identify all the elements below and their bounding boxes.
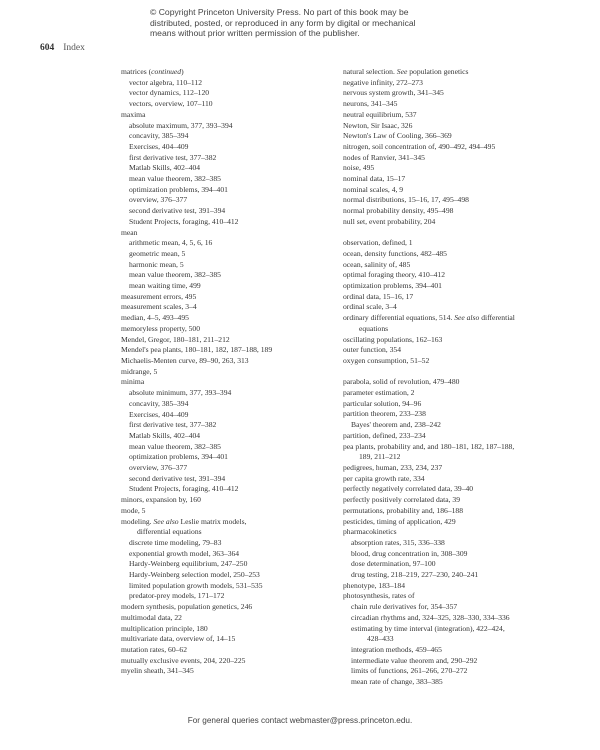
index-subentry: mean waiting time, 499 xyxy=(129,281,201,291)
index-entry: permutations, probability and, 186–188 xyxy=(343,505,464,515)
index-subentry: vectors, overview, 107–110 xyxy=(129,99,213,109)
copyright-line: distributed, posted, or reproduced in any form by digital or mechanical xyxy=(150,17,416,28)
index-subentry: Student Projects, foraging, 410–412 xyxy=(129,484,239,494)
index-entry: noise, 495 xyxy=(343,163,375,173)
index-entry: minors, expansion by, 160 xyxy=(121,495,201,505)
index-entry: mutation rates, 60–62 xyxy=(121,644,188,654)
index-subentry: exponential growth model, 363–364 xyxy=(129,548,240,558)
index-entry: null set, event probability, 204 xyxy=(343,216,436,226)
index-entry: maxima xyxy=(121,109,146,119)
index-subentry: Hardy-Weinberg selection model, 250–253 xyxy=(129,570,260,580)
index-entry: pharmacokinetics xyxy=(343,527,397,537)
index-subentry: vector algebra, 110–112 xyxy=(129,77,203,87)
index-entry: nitrogen, soil concentration of, 490–492, 494–495 xyxy=(343,141,496,151)
index-subentry: mean rate of change, 383–385 xyxy=(351,677,443,687)
index-entry: photosynthesis, rates of xyxy=(343,591,415,601)
index-subentry: Matlab Skills, 402–404 xyxy=(129,430,201,440)
index-subentry: first derivative test, 377–382 xyxy=(129,152,217,162)
index-subentry: absolute minimum, 377, 393–394 xyxy=(129,388,232,398)
index-entry: nervous system growth, 341–345 xyxy=(343,88,444,98)
index-subentry: limits of functions, 261–266, 270–272 xyxy=(351,666,468,676)
index-subentry: dose determination, 97–100 xyxy=(351,559,436,569)
index-entry: mutually exclusive events, 204, 220–225 xyxy=(121,655,246,665)
index-subentry: harmonic mean, 5 xyxy=(129,259,184,269)
index-subentry: intermediate value theorem and, 290–292 xyxy=(351,655,478,665)
index-column-right xyxy=(343,67,568,688)
index-subentry: first derivative test, 377–382 xyxy=(129,420,217,430)
letter-group-gap xyxy=(343,367,568,378)
index-subentry: absorption rates, 315, 336–338 xyxy=(351,537,445,547)
index-subentry: second derivative test, 391–394 xyxy=(129,473,226,483)
index-subentry: optimization problems, 394–401 xyxy=(129,452,228,462)
index-entry: matrices (continued) xyxy=(121,67,184,76)
index-entry: nodes of Ranvier, 341–345 xyxy=(343,152,425,162)
index-entry: nominal data, 15–17 xyxy=(343,174,406,184)
index-entry: Newton, Sir Isaac, 326 xyxy=(343,120,413,130)
index-subentry: mean value theorem, 382–385 xyxy=(129,270,221,280)
copyright-line: © Copyright Princeton University Press. No part of this book may be xyxy=(150,7,409,17)
index-subentry: geometric mean, 5 xyxy=(129,248,186,258)
index-entry: midrange, 5 xyxy=(121,366,158,376)
index-subentry: concavity, 385–394 xyxy=(129,131,189,141)
index-subentry: equations xyxy=(359,323,389,333)
index-subentry: 189, 211–212 xyxy=(359,452,401,462)
index-entry: ocean, density functions, 482–485 xyxy=(343,248,447,258)
index-entry: mode, 5 xyxy=(121,505,146,515)
index-subentry: vector dynamics, 112–120 xyxy=(129,88,210,98)
section-title: Index xyxy=(63,43,85,53)
index-subentry: Exercises, 404–409 xyxy=(129,141,189,151)
index-entry: pedigrees, human, 233, 234, 237 xyxy=(343,462,443,472)
index-column-left xyxy=(121,67,336,677)
index-entry: measurement scales, 3–4 xyxy=(121,302,197,312)
index-subentry: discrete time modeling, 79–83 xyxy=(129,537,222,547)
index-subentry: limited population growth models, 531–535 xyxy=(129,580,263,590)
index-entry: Mendel, Gregor, 180–181, 211–212 xyxy=(121,334,230,344)
index-entry: ordinal scale, 3–4 xyxy=(343,302,397,312)
index-entry: perfectly positively correlated data, 39 xyxy=(343,495,461,505)
index-subentry: blood, drug concentration in, 308–309 xyxy=(351,548,468,558)
index-entry: nominal scales, 4, 9 xyxy=(343,184,404,194)
index-entry: ordinal data, 15–16, 17 xyxy=(343,291,414,301)
letter-group-gap xyxy=(343,228,568,239)
index-entry: Mendel's pea plants, 180–181, 182, 187–188, 189 xyxy=(121,345,273,355)
index-entry: oscillating populations, 162–163 xyxy=(343,334,443,344)
copyright-line: means without prior written permission of the publisher. xyxy=(150,28,360,38)
index-subentry: arithmetic mean, 4, 5, 6, 16 xyxy=(129,238,213,248)
index-entry: phenotype, 183–184 xyxy=(343,580,406,590)
index-subentry: concavity, 385–394 xyxy=(129,398,189,408)
index-entry: minima xyxy=(121,377,145,387)
index-entry: measurement errors, 495 xyxy=(121,291,197,301)
index-entry: pea plants, probability and, and 180–181, 182, 187–188, xyxy=(343,441,515,451)
index-subentry: Exercises, 404–409 xyxy=(129,409,189,419)
index-entry: per capita growth rate, 334 xyxy=(343,473,425,483)
index-entry: optimization problems, 394–401 xyxy=(343,281,442,291)
index-subentry: second derivative test, 391–394 xyxy=(129,206,226,216)
index-entry: neurons, 341–345 xyxy=(343,99,398,109)
index-entry: mean xyxy=(121,227,138,237)
index-subentry: overview, 376–377 xyxy=(129,195,188,205)
index-subentry: overview, 376–377 xyxy=(129,463,188,473)
index-entry: pesticides, timing of application, 429 xyxy=(343,516,456,526)
footer-contact: For general queries contact webmaster@press.princeton.edu. xyxy=(187,716,413,725)
index-subentry: Hardy-Weinberg equilibrium, 247–250 xyxy=(129,559,248,569)
index-entry: optimal foraging theory, 410–412 xyxy=(343,270,446,280)
index-entry: perfectly negatively correlated data, 39–40 xyxy=(343,484,474,494)
index-subentry: integration methods, 459–465 xyxy=(351,644,442,654)
index-entry: particular solution, 94–96 xyxy=(343,398,422,408)
index-entry: modern synthesis, population genetics, 246 xyxy=(121,602,253,612)
index-entry: multivariate data, overview of, 14–15 xyxy=(121,634,236,644)
index-subentry: Matlab Skills, 402–404 xyxy=(129,163,201,173)
index-entry: outer function, 354 xyxy=(343,345,401,355)
copyright-notice xyxy=(150,7,470,39)
index-entry: parameter estimation, 2 xyxy=(343,388,415,398)
running-head xyxy=(40,43,85,53)
index-subentry: Bayes' theorem and, 238–242 xyxy=(351,420,441,430)
index-entry: ordinary differential equations, 514. See also differential xyxy=(343,313,515,323)
index-entry: multiplication principle, 180 xyxy=(121,623,208,633)
index-subentry: drug testing, 218–219, 227–230, 240–241 xyxy=(351,570,479,580)
index-entry: ocean, salinity of, 485 xyxy=(343,259,411,269)
index-entry: parabola, solid of revolution, 479–480 xyxy=(343,377,460,387)
index-entry: natural selection. See population genetics xyxy=(343,67,469,76)
index-subentry: 428–433 xyxy=(367,634,394,644)
index-entry: normal distributions, 15–16, 17, 495–498 xyxy=(343,195,469,205)
index-subentry: mean value theorem, 382–385 xyxy=(129,441,221,451)
index-subentry: chain rule derivatives for, 354–357 xyxy=(351,602,458,612)
index-subentry: differential equations xyxy=(137,527,202,537)
index-entry: memoryless property, 500 xyxy=(121,323,201,333)
index-entry: negative infinity, 272–273 xyxy=(343,77,423,87)
index-entry: median, 4–5, 493–495 xyxy=(121,313,189,323)
index-entry: Newton's Law of Cooling, 366–369 xyxy=(343,131,452,141)
index-subentry: optimization problems, 394–401 xyxy=(129,184,228,194)
index-entry: myelin sheath, 341–345 xyxy=(121,666,194,676)
index-entry: Michaelis-Menten curve, 89–90, 263, 313 xyxy=(121,355,249,365)
index-entry: modeling. See also Leslie matrix models, xyxy=(121,516,247,526)
index-entry: partition theorem, 233–238 xyxy=(343,409,426,419)
index-subentry: estimating by time interval (integration), 422–424, xyxy=(351,623,505,633)
index-subentry: mean value theorem, 382–385 xyxy=(129,174,221,184)
index-subentry: circadian rhythms and, 324–325, 328–330, 334–336 xyxy=(351,612,510,622)
index-entry: normal probability density, 495–498 xyxy=(343,206,454,216)
index-entry: neutral equilibrium, 537 xyxy=(343,109,417,119)
index-entry: multimodal data, 22 xyxy=(121,612,182,622)
index-entry: oxygen consumption, 51–52 xyxy=(343,355,430,365)
index-subentry: Student Projects, foraging, 410–412 xyxy=(129,216,239,226)
index-subentry: predator-prey models, 171–172 xyxy=(129,591,225,601)
index-entry: partition, defined, 233–234 xyxy=(343,430,426,440)
index-entry: observation, defined, 1 xyxy=(343,238,413,248)
index-subentry: absolute maximum, 377, 393–394 xyxy=(129,120,233,130)
page-number: 604 xyxy=(40,43,55,53)
